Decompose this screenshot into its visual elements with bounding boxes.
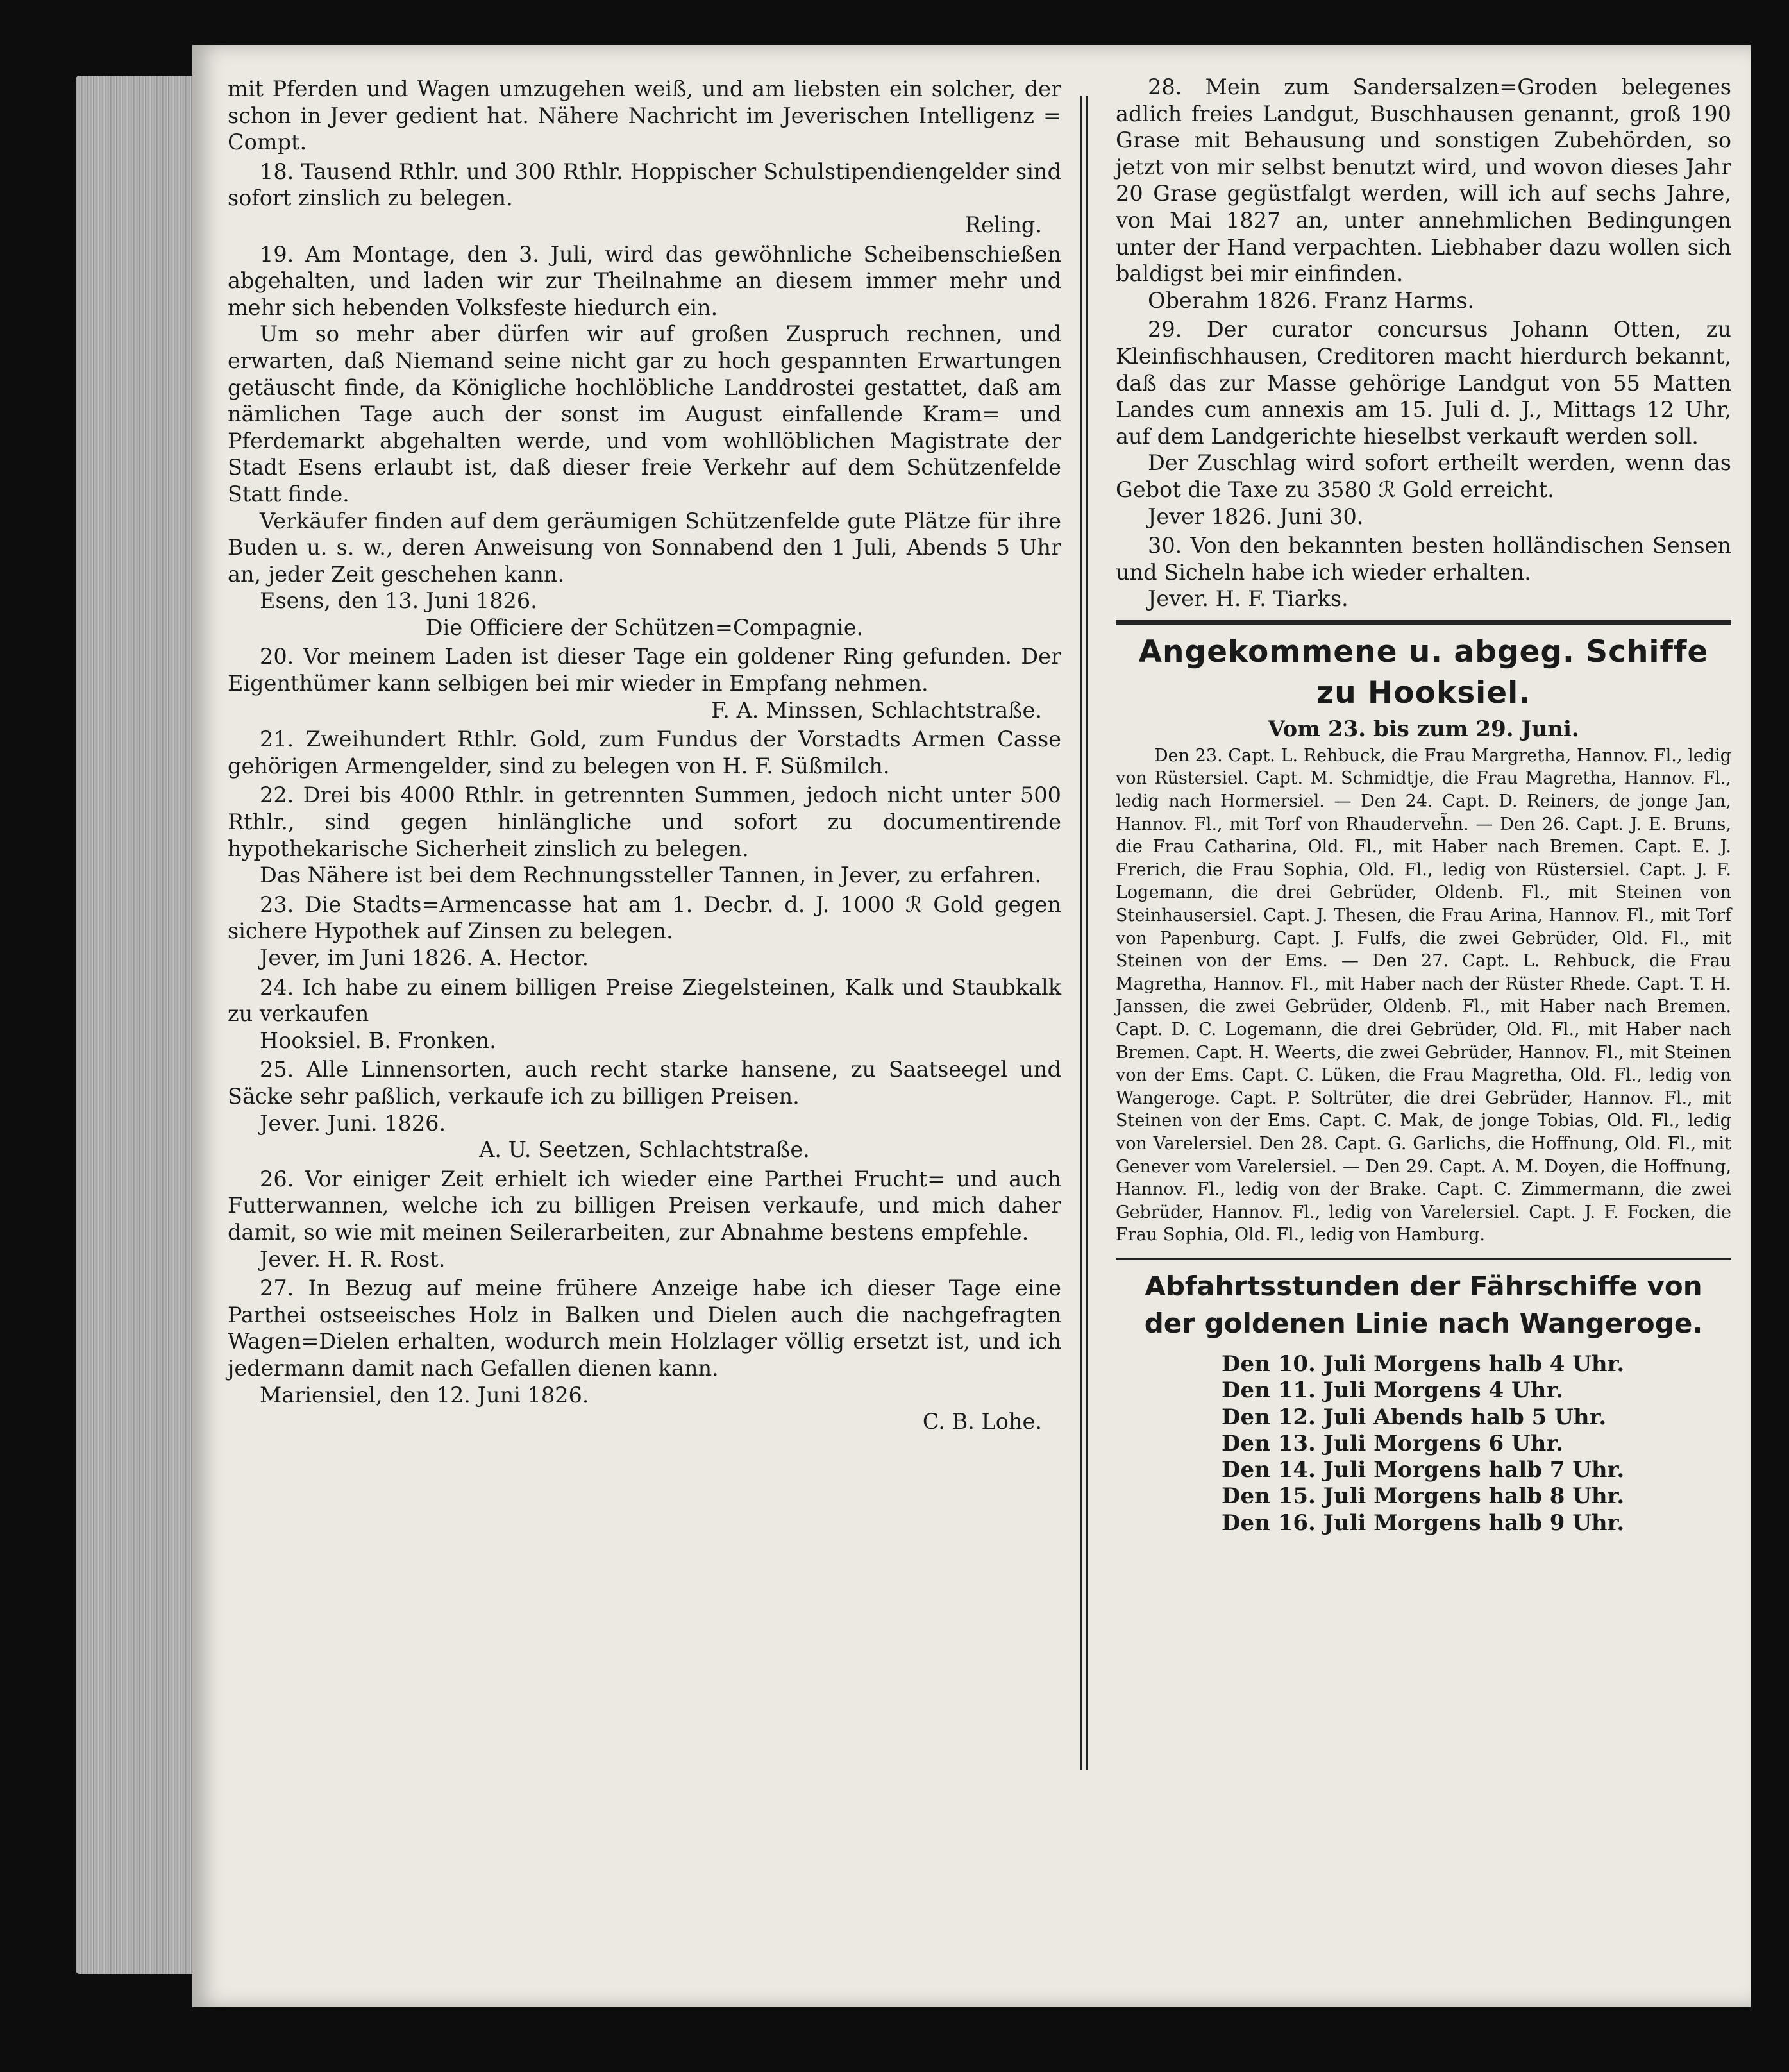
notice-date-signature: Jever, im Juni 1826. A. Hector. — [260, 945, 589, 970]
ferry-time: Den 11. Juli Morgens 4 Uhr. — [1222, 1377, 1563, 1404]
notice-27: 27. In Bezug auf meine frühere Anzeige habe ich dieser Tage eine Parthei ostseeisches Holz in Balken und Dielen auch die nachgefragten Wagen=Dielen erhalten, wodurch mein Holzlager völlig ersetzt ist, und ich jedermann damit nach Gefallen dienen kann. — [228, 1276, 1061, 1381]
ferry-time: Den 10. Juli Morgens halb 4 Uhr. — [1222, 1351, 1625, 1377]
notice-date: Jever 1826. Juni 30. — [1148, 503, 1364, 529]
notice-22: 22. Drei bis 4000 Rthlr. in getrennten Summen, jedoch nicht unter 500 Rthlr., sind gegen hinlängliche und sofort zu documentirende hypothekarische Sicherheit zinslich zu belegen. — [228, 782, 1061, 861]
notice-text: Verkäufer finden auf dem geräumigen Schützenfelde gute Plätze für ihre Buden u. s. w., deren Anweisung von Sonnabend den 1 Juli, Abends 5 Uhr an, jeder Zeit geschehen kann. — [228, 508, 1061, 587]
ferry-time: Den 13. Juli Morgens 6 Uhr. — [1222, 1430, 1563, 1456]
notice-29: 29. Der curator concursus Johann Otten, zu Kleinfischhausen, Creditoren macht hierdurch bekannt, daß das zur Masse gehörige Landgut von 55 Matten Landes cum annexis am 15. Juli d. J., Mittags 12 Uhr, auf dem Landgerichte hieselbst verkauft werden soll. — [1116, 317, 1731, 449]
notice-text: Um so mehr aber dürfen wir auf großen Zuspruch rechnen, und erwarten, daß Niemand seine nicht gar zu hoch gespannten Erwartungen getäuscht finde, da Königliche hochlöbliche Landdrostei gestattet, daß am nämlichen Tage auch der sonst im August einfallende Kram= und Pferdemarkt abgehalten werde, und vom wohllöblichen Magistrate der Stadt Esens erlaubt ist, daß dieser freie Verkehr auf dem Schützenfelde Statt finde. — [228, 321, 1061, 507]
ships-subheading: Vom 23. bis zum 29. Juni. — [1268, 716, 1579, 742]
notice-25: 25. Alle Linnensorten, auch recht starke hansene, zu Saatseegel und Säcke sehr paßlich, verkaufe ich zu billigen Preisen. — [228, 1057, 1061, 1109]
notice-date: Jever. Juni. 1826. — [260, 1110, 446, 1136]
column-divider — [1080, 96, 1088, 1770]
notice-signature: F. A. Minssen, Schlachtstraße. — [711, 697, 1042, 723]
notice-date-signature: Jever. H. R. Rost. — [260, 1246, 446, 1272]
section-rule — [1116, 620, 1731, 625]
notice-signature: C. B. Lohe. — [922, 1409, 1042, 1435]
notice-23: 23. Die Stadts=Armencasse hat am 1. Decbr. d. J. 1000 ℛ Gold gegen sichere Hypothek auf Zinsen zu belegen. — [228, 891, 1061, 944]
notice-signature: A. U. Seetzen, Schlachtstraße. — [479, 1137, 810, 1163]
notice-date-signature: Oberahm 1826. Franz Harms. — [1148, 287, 1475, 313]
notice-signature: Reling. — [964, 212, 1042, 237]
notice-19: 19. Am Montage, den 3. Juli, wird das gewöhnliche Scheibenschießen abgehalten, und laden wir zur Theilnahme an diesem immer mehr und mehr sich hebenden Volksfeste hiedurch ein. — [228, 241, 1061, 320]
notice-20: 20. Vor meinem Laden ist dieser Tage ein goldener Ring gefunden. Der Eigenthümer kann selbigen bei mir wieder in Empfang nehmen. — [228, 644, 1061, 696]
section-rule — [1116, 1258, 1731, 1260]
ships-heading: Angekommene u. abgeg. Schiffe zu Hooksiel. — [1138, 634, 1709, 711]
notice-18: 18. Tausend Rthlr. und 300 Rthlr. Hoppischer Schulstipendiengelder sind sofort zinslich zu belegen. — [228, 158, 1061, 211]
notice-date: Mariensiel, den 12. Juni 1826. — [260, 1382, 589, 1408]
left-column — [228, 76, 1061, 1435]
ferry-times — [1116, 1351, 1731, 1537]
notice-21: 21. Zweihundert Rthlr. Gold, zum Fundus der Vorstadts Armen Casse gehörigen Armengelder, sind zu belegen von H. F. Süßmilch. — [228, 727, 1061, 779]
notice-date-signature: Jever. H. F. Tiarks. — [1148, 586, 1348, 612]
ferry-time: Den 16. Juli Morgens halb 9 Uhr. — [1222, 1510, 1625, 1536]
ferry-time: Den 14. Juli Morgens halb 7 Uhr. — [1222, 1457, 1625, 1483]
ferry-heading: Abfahrtsstunden der Fährschiffe von der goldenen Linie nach Wangeroge. — [1144, 1270, 1703, 1339]
notice-24: 24. Ich habe zu einem billigen Preise Ziegelsteinen, Kalk und Staubkalk zu verkaufen — [228, 974, 1061, 1027]
ferry-time: Den 12. Juli Abends halb 5 Uhr. — [1222, 1404, 1607, 1430]
ships-list: Den 23. Capt. L. Rehbuck, die Frau Margretha, Hannov. Fl., ledig von Rüstersiel. Capt. M. Schmidtje, die Frau Magretha, Hannov. Fl., ledig nach Hormersiel. — Den 24. Capt. D. Reiners, de jonge Jan, Hannov. Fl., mit Torf von Rhauderveh̃n. — Den 26. Capt. J. E. Bruns, die Frau Catharina, Old. Fl., mit Haber nach Bremen. Capt. E. J. Frerich, die Frau Sophia, Old. Fl., ledig von Rüstersiel. Capt. J. F. Logemann, die drei Gebrüder, Oldenb. Fl., mit Steinen von Steinhausersiel. Capt. J. Thesen, die Frau Arina, Hannov. Fl., mit Torf von Papenburg. Capt. J. Fulfs, die zwei Gebrüder, Old. Fl., mit Steinen von der Ems. — Den 27. Capt. L. Rehbuck, die Frau Magretha, Hannov. Fl., mit Haber nach der Rüster Rhede. Capt. T. H. Janssen, die zwei Gebrüder, Oldenb. Fl., mit Haber nach Bremen. Capt. D. C. Logemann, die drei Gebrüder, Old. Fl., mit Haber nach Bremen. Capt. H. Weerts, die zwei Gebrüder, Hannov. Fl., mit Steinen von der Ems. Capt. C. Lüken, die Frau Magretha, Old. Fl., ledig von Wangeroge. Capt. P. Soltrüter, die drei Gebrüder, Hannov. Fl., mit Steinen von der Ems. Capt. C. Mak, de jonge Tobias, Old. Fl., ledig von Varelersiel. Den 28. Capt. G. Garlichs, die Hoffnung, Old. Fl., mit Genever vom Varelersiel. — Den 29. Capt. A. M. Doyen, die Hoffnung, Hannov. Fl., ledig von der Brake. Capt. C. Zimmermann, die zwei Gebrüder, Hannov. Fl., ledig von Varelersiel. Capt. J. F. Focken, die Frau Sophia, Old. Fl., ledig von Hamburg. — [1116, 745, 1731, 1245]
ferry-time: Den 15. Juli Morgens halb 8 Uhr. — [1222, 1483, 1625, 1510]
notice-date: Esens, den 13. Juni 1826. — [260, 588, 537, 614]
notice-text: mit Pferden und Wagen umzugehen weiß, und am liebsten ein solcher, der schon in Jever gedient hat. Nähere Nachricht im Jeverischen Intelligenz = Compt. — [228, 76, 1061, 155]
notice-text: Der Zuschlag wird sofort ertheilt werden, wenn das Gebot die Taxe zu 3580 ℛ Gold erreicht. — [1116, 450, 1731, 502]
notice-text: Das Nähere ist bei dem Rechnungssteller Tannen, in Jever, zu erfahren. — [260, 863, 1042, 888]
notice-date-signature: Hooksiel. B. Fronken. — [260, 1027, 496, 1053]
notice-30: 30. Von den bekannten besten holländischen Sensen und Sicheln habe ich wieder erhalten. — [1116, 533, 1731, 585]
notice-26: 26. Vor einiger Zeit erhielt ich wieder eine Parthei Frucht= und auch Futterwannen, welche ich zu billigen Preisen verkaufe, und mich daher damit, so wie mit meinen Seilerarbeiten, zur Abnahme bestens empfehle. — [228, 1166, 1061, 1245]
right-column — [1116, 74, 1731, 1537]
notice-28: 28. Mein zum Sandersalzen=Groden belegenes adlich freies Landgut, Buschhausen genannt, groß 190 Grase mit Behausung und sonstigen Zubehörden, so jetzt von mir selbst benutzt wird, und wovon dieses Jahr 20 Grase gegüstfalgt werden, will ich auf sechs Jahre, von Mai 1827 an, unter annehmlichen Bedingungen unter der Hand verpachten. Liebhaber dazu wollen sich baldigst bei mir einfinden. — [1116, 74, 1731, 287]
notice-signature: Die Officiere der Schützen=Compagnie. — [425, 614, 864, 640]
